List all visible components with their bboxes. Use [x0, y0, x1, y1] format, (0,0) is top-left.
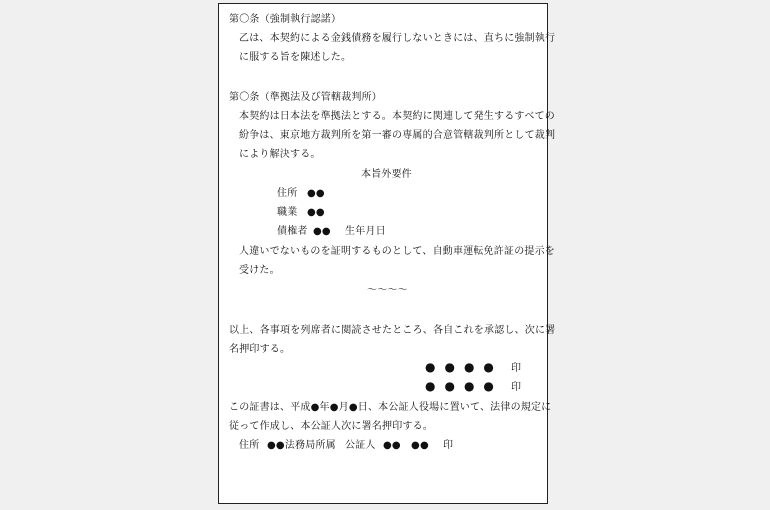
occupation-label: 職業: [277, 207, 298, 218]
signature-dots-row1: ●●●●: [425, 360, 503, 374]
closing-text-line2: 名押印する。: [229, 344, 291, 355]
identity-text-line2: 受けた。: [239, 265, 280, 276]
clause1-text-line1: 乙は、本契約による金銭債務を履行しないときには、直ちに強制執行: [239, 33, 556, 44]
clause2-text-line3: により解決する。: [239, 149, 321, 160]
identity-text-line1: 人違いでないものを証明するものとして、自動車運転免許証の提示を: [239, 246, 555, 257]
notary-text-line1: この証書は、平成●年●月●日、本公証人役場に置いて、法律の規定に: [229, 402, 552, 413]
omission-wave: 〜〜〜〜: [367, 285, 408, 296]
occupation-value: ●●: [307, 207, 325, 218]
clause2-text-line2: 紛争は、東京地方裁判所を第一審の専属的合意管轄裁判所として裁判: [239, 130, 556, 141]
clause2-title: 第〇条（準拠法及び管轄裁判所）: [229, 92, 382, 103]
document-page: [218, 3, 556, 504]
extra-requirements-heading: 本旨外要件: [361, 169, 412, 180]
notary-office: ●●法務局所属: [267, 440, 336, 451]
address-label: 住所: [277, 188, 298, 199]
notary-seal-mark: 印: [443, 440, 454, 451]
clause1-text-line2: に服する旨を陳述した。: [239, 52, 352, 63]
address-value: ●●: [307, 188, 325, 199]
clause1-title: 第〇条（強制執行認諾）: [229, 14, 342, 25]
notary-address-label: 住所: [239, 440, 260, 451]
seal-mark-row1: 印: [511, 363, 522, 374]
creditor-value: ●●: [313, 226, 331, 237]
notary-text-line2: 従って作成し、本公証人次に署名押印する。: [229, 421, 433, 432]
clause2-text-line1: 本契約は日本法を準拠法とする。本契約に関連して発生するすべての: [239, 111, 555, 122]
notary-name: ●● ●●: [383, 440, 429, 451]
notary-title: 公証人: [345, 440, 376, 451]
signature-dots-row2: ●●●●: [425, 379, 503, 393]
creditor-label: 債権者: [277, 226, 308, 237]
closing-text-line1: 以上、各事項を列席者に閲読させたところ、各自これを承認し、次に署: [229, 325, 556, 336]
creditor-birthdate: 生年月日: [345, 226, 386, 237]
seal-mark-row2: 印: [511, 382, 522, 393]
